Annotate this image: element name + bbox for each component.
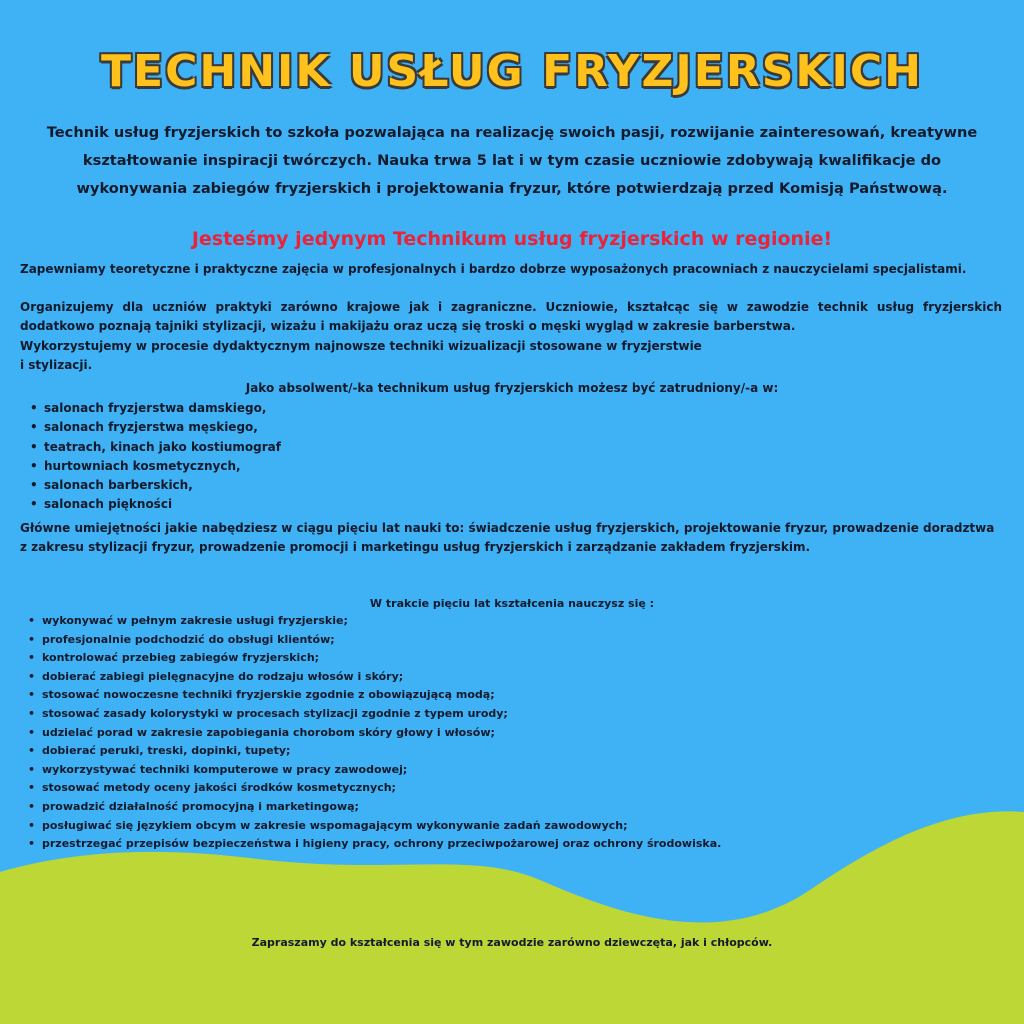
list-item: • stosować zasady kolorystyki w procesach stylizacji zgodnie z typem urody; — [42, 705, 721, 724]
skills-list — [42, 612, 721, 854]
list-item: • posługiwać się językiem obcym w zakresie wspomagającym wykonywanie zadań zawodowych; — [42, 817, 721, 836]
paragraph-visualization: Wykorzystujemy w procesie dydaktycznym najnowsze techniki wizualizacji stosowane w fryzjerstwie — [20, 339, 702, 353]
paragraph-teaching: Zapewniamy teoretyczne i praktyczne zajęcia w profesjonalnych i bardzo dobrze wyposażonych pracowniach z nauczycielami specjalistami. — [20, 262, 967, 276]
list-item: • stosować nowoczesne techniki fryzjerskie zgodnie z obowiązującą modą; — [42, 686, 721, 705]
list-item: • teatrach, kinach jako kostiumograf — [44, 438, 281, 457]
paragraph-visualization-end: i stylizacji. — [20, 358, 93, 372]
list-item: • prowadzić działalność promocyjną i marketingową; — [42, 798, 721, 817]
list-item: • profesjonalnie podchodzić do obsługi klientów; — [42, 631, 721, 650]
page-title: TECHNIK USŁUG FRYZJERSKICH — [101, 46, 923, 97]
list-item: • kontrolować przebieg zabiegów fryzjerskich; — [42, 649, 721, 668]
list-item: • stosować metody oceny jakości środków kosmetycznych; — [42, 779, 721, 798]
slogan-text: Jesteśmy jedynym Technikum usług fryzjerskich w regionie! — [191, 228, 833, 250]
list-item: • wykonywać w pełnym zakresie usługi fryzjerskie; — [42, 612, 721, 631]
list-item: • dobierać zabiegi pielęgnacyjne do rodzaju włosów i skóry; — [42, 668, 721, 687]
footer-invitation: Zapraszamy do kształcenia się w tym zawodzie zarówno dziewczęta, jak i chłopców. — [251, 936, 773, 949]
list-item: • przestrzegać przepisów bezpieczeństwa i higieny pracy, ochrony przeciwpożarowej oraz ochrony środowiska. — [42, 835, 721, 854]
list-item: • salonach piękności — [44, 495, 281, 514]
list-item: • wykorzystywać techniki komputerowe w pracy zawodowej; — [42, 761, 721, 780]
jobs-list — [44, 399, 281, 515]
paragraph-internships: Organizujemy dla uczniów praktyki zarówno krajowe jak i zagraniczne. Uczniowie, kształcąc się w zawodzie technik usług fryzjerskich dodatkowo poznają tajniki stylizacji, wizażu i makijażu oraz uczą się troski o męski wygląd w zakresie barberstwa. — [20, 300, 1002, 333]
jobs-heading: Jako absolwent/-ka technikum usług fryzjerskich możesz być zatrudniony/-a w: — [245, 381, 779, 395]
intro-paragraph: Technik usług fryzjerskich to szkoła pozwalająca na realizację swoich pasji, rozwijanie zainteresowań, kreatywne kształtowanie inspiracji twórczych. Nauka trwa 5 lat i w tym czasie uczniowie zdobywają kwalifikacje do wykonywania zabiegów fryzjerskich i projektowania fryzur, które potwierdzają przed Komisją Państwową. — [46, 124, 978, 197]
list-item: • salonach fryzjerstwa męskiego, — [44, 418, 281, 437]
skills-heading: W trakcie pięciu lat kształcenia nauczysz się : — [369, 597, 655, 610]
paragraph-skills-summary: Główne umiejętności jakie nabędziesz w ciągu pięciu lat nauki to: świadczenie usług fryzjerskich, projektowanie fryzur, prowadzenie doradztwa z zakresu stylizacji fryzur, prowadzenie promocji i marketingu usług fryzjerskich i zarządzanie zakładem fryzjerskim. — [20, 521, 995, 554]
list-item: • dobierać peruki, treski, dopinki, tupety; — [42, 742, 721, 761]
list-item: • salonach fryzjerstwa damskiego, — [44, 399, 281, 418]
list-item: • salonach barberskich, — [44, 476, 281, 495]
list-item: • hurtowniach kosmetycznych, — [44, 457, 281, 476]
list-item: • udzielać porad w zakresie zapobiegania chorobom skóry głowy i włosów; — [42, 724, 721, 743]
